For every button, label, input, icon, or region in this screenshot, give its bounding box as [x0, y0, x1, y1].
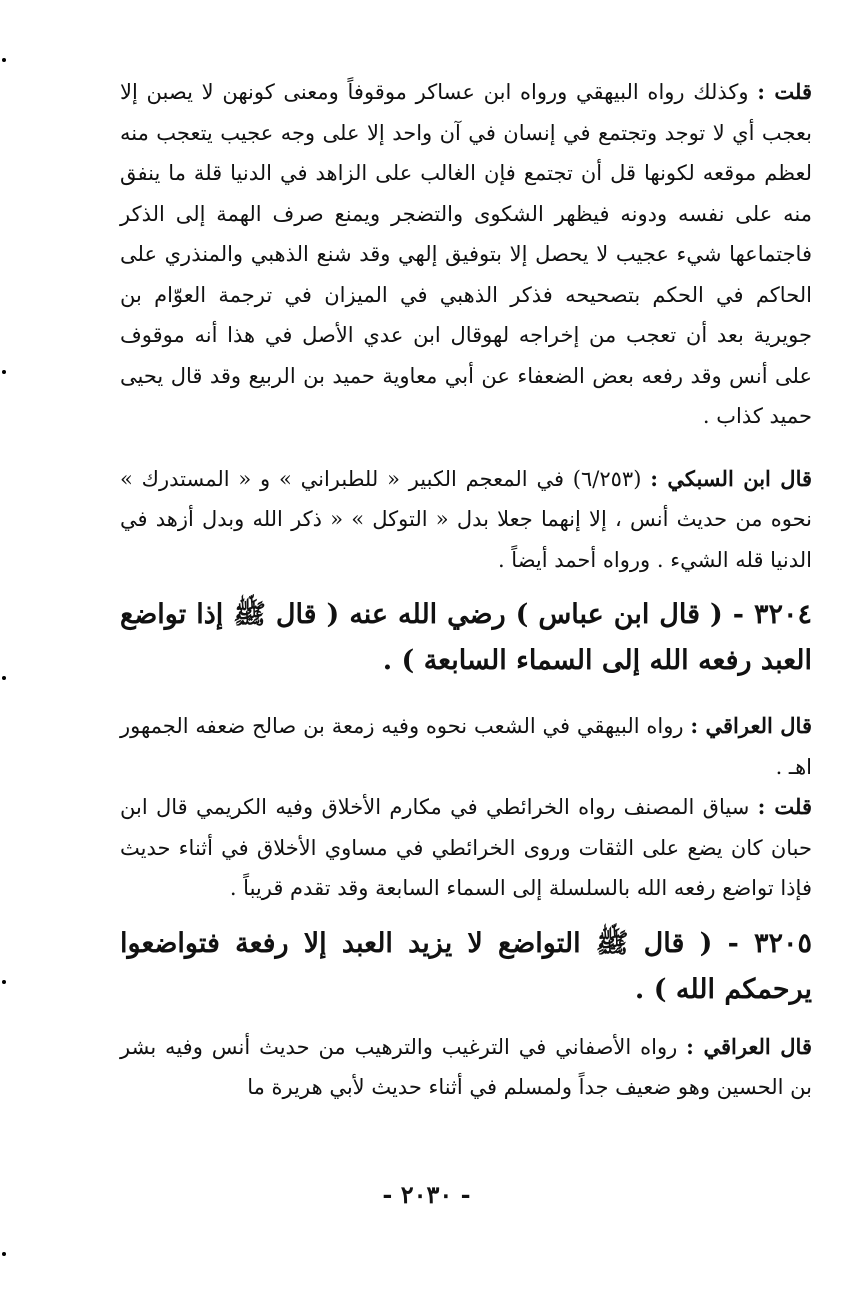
page-number: - ٢٠٣٠ -: [382, 1180, 471, 1209]
margin-dot: [2, 980, 6, 984]
margin-dot: [2, 370, 6, 374]
hadith-text: ٣٢٠٤ - ( قال ابن عباس ) رضي الله عنه ( قال ﷺ إذا تواضع العبد رفعه الله إلى السماء السابعة ) .: [120, 599, 812, 676]
paragraph-qultu: [120, 72, 812, 437]
page-body: [120, 72, 812, 1108]
paragraph-iraqi-2: [120, 1027, 812, 1108]
hadith-3204: [120, 592, 812, 684]
margin-dot: [2, 58, 6, 62]
paragraph-ibn-subki: [120, 459, 812, 581]
paragraph-qultu-2: [120, 787, 812, 909]
hadith-3205: [120, 921, 812, 1013]
paragraph-text: (٦/٢٥٣) في المعجم الكبير « للطبراني » و « المستدرك » نحوه من حديث أنس ، إلا إنهما جعلا بدل « التوكل » « ذكر الله وبدل أزهد في الدنيا قله الشيء . ورواه أحمد أيضاً .: [120, 466, 812, 572]
margin-dot: [2, 1252, 6, 1256]
paragraph-label: قلت :: [757, 794, 812, 819]
paragraph-label: قال العراقي :: [686, 1033, 812, 1059]
paragraph-label: قال العراقي :: [690, 713, 812, 738]
paragraph-iraqi-1: [120, 706, 812, 787]
hadith-text: ٣٢٠٥ - ( قال ﷺ التواضع لا يزيد العبد إلا رفعة فتواضعوا يرحمكم الله ) .: [120, 927, 812, 1005]
margin-dot: [2, 676, 6, 680]
paragraph-text: سياق المصنف رواه الخرائطي في مكارم الأخلاق وفيه الكريمي قال ابن حبان كان يضع على الثقات وروى الخرائطي في مساوي الأخلاق في أثناء حديث فإذا تواضع رفعه الله بالسلسلة إلى السماء السابعة وقد تقدم قريباً .: [120, 795, 812, 900]
paragraph-label: قال ابن السبكي :: [650, 465, 813, 491]
paragraph-text: رواه الأصفاني في الترغيب والترهيب من حديث أنس وفيه بشر بن الحسين وهو ضعيف جداً ولمسلم في أثناء حديث لأبي هريرة ما: [120, 1034, 812, 1099]
paragraph-text: وكذلك رواه البيهقي ورواه ابن عساكر موقوفاً ومعنى كونهن لا يصبن إلا بعجب أي لا توجد وتجتمع في إنسان في آن واحد إلا على وجه عجيب يتعجب منه لعظم موقعه لكونها قل أن تجتمع فإن الغالب على الزاهد في الدنيا قلة ما ينفق منه على نفسه ودونه فيظهر الشكوى والتضجر ويمنع صرف الهمة إلى الذكر فاجتماعها شيء عجيب لا يحصل إلا بتوفيق إلهي وقد شنع الذهبي والمنذري على الحاكم في الحكم بتصحيحه فذكر الذهبي في الميزان في ترجمة العوّام بن جويرية بعد أن تعجب من إخراجه لهوقال ابن عدي الأصل في هذا أنه موقوف على أنس وقد رفعه بعض الضعفاء عن أبي معاوية حميد بن الربيع وقد قال يحيى حميد كذاب .: [120, 80, 813, 428]
paragraph-text: رواه البيهقي في الشعب نحوه وفيه زمعة بن صالح ضعفه الجمهور اهـ .: [120, 714, 812, 779]
paragraph-label: قلت :: [757, 79, 812, 104]
